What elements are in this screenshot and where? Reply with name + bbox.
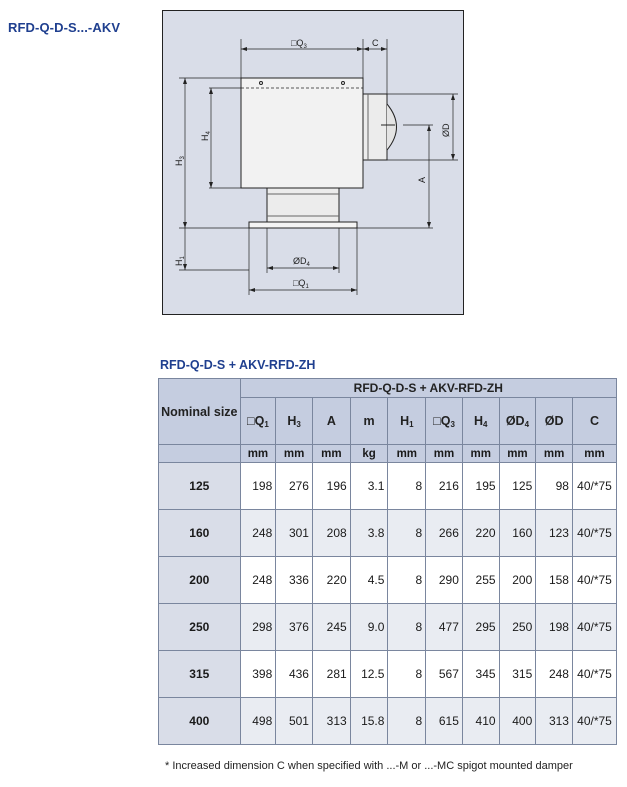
table-cell: 8 <box>388 463 426 510</box>
table-cell: 250 <box>499 604 536 651</box>
page-heading: RFD-Q-D-S...-AKV <box>8 20 121 35</box>
column-header: m <box>350 398 388 445</box>
column-header: $H_4$ <box>462 398 499 445</box>
label-q3: $□Q_3$ <box>291 38 307 50</box>
table-cell: 313 <box>536 698 573 745</box>
table-title: RFD-Q-D-S + AKV-RFD-ZH <box>160 358 316 372</box>
label-h4: $H_4$ <box>200 131 212 141</box>
unit-body <box>241 78 363 188</box>
table-row <box>159 698 617 745</box>
table-cell: 8 <box>388 698 426 745</box>
table-cell: 345 <box>462 651 499 698</box>
unit-cell: mm <box>240 445 276 463</box>
table-cell: 295 <box>462 604 499 651</box>
table-cell: 8 <box>388 604 426 651</box>
unit-cell: mm <box>572 445 616 463</box>
table-cell: 220 <box>462 510 499 557</box>
unit-spacer <box>159 445 241 463</box>
column-header: $H_1$ <box>388 398 426 445</box>
label-q1: $□Q_1$ <box>293 278 309 290</box>
table-cell: 376 <box>276 604 313 651</box>
bottom-spigot <box>267 188 339 222</box>
label-d4: $ØD_4$ <box>293 256 310 268</box>
column-header: $□Q_1$ <box>240 398 276 445</box>
table-cell: 125 <box>499 463 536 510</box>
damper-blade <box>387 104 397 150</box>
nominal-size-cell: 160 <box>159 510 241 557</box>
ceiling-flange <box>249 222 357 228</box>
unit-cell: mm <box>462 445 499 463</box>
table-cell: 501 <box>276 698 313 745</box>
table-cell: 8 <box>388 557 426 604</box>
table-cell: 255 <box>462 557 499 604</box>
table-cell: 313 <box>312 698 350 745</box>
table-cell: 15.8 <box>350 698 388 745</box>
unit-cell: mm <box>312 445 350 463</box>
table-cell: 477 <box>426 604 463 651</box>
table-cell: 410 <box>462 698 499 745</box>
nominal-size-cell: 315 <box>159 651 241 698</box>
column-header: C <box>572 398 616 445</box>
table-cell: 436 <box>276 651 313 698</box>
table-cell: 398 <box>240 651 276 698</box>
table-cell: 208 <box>312 510 350 557</box>
table-cell: 198 <box>240 463 276 510</box>
group-header: RFD-Q-D-S + AKV-RFD-ZH <box>240 379 616 398</box>
table-cell: 400 <box>499 698 536 745</box>
table-cell: 301 <box>276 510 313 557</box>
table-cell: 216 <box>426 463 463 510</box>
table-row <box>159 604 617 651</box>
table-cell: 9.0 <box>350 604 388 651</box>
unit-cell: mm <box>426 445 463 463</box>
column-header: $□Q_3$ <box>426 398 463 445</box>
table-cell: 123 <box>536 510 573 557</box>
table-cell: 40/*75 <box>572 604 616 651</box>
unit-cell: kg <box>350 445 388 463</box>
unit-cell: mm <box>388 445 426 463</box>
dimensions-table <box>158 378 617 745</box>
table-cell: 40/*75 <box>572 698 616 745</box>
table-cell: 8 <box>388 510 426 557</box>
column-header: $H_3$ <box>276 398 313 445</box>
unit-cell: mm <box>536 445 573 463</box>
table-cell: 276 <box>276 463 313 510</box>
unit-cell: mm <box>276 445 313 463</box>
label-h1: $H_1$ <box>174 256 186 266</box>
label-c: C <box>372 38 379 48</box>
column-header: A <box>312 398 350 445</box>
table-cell: 248 <box>240 510 276 557</box>
drawing-svg <box>163 11 463 314</box>
footnote: * Increased dimension C when specified with ...-M or ...-MC spigot mounted damper <box>165 760 573 772</box>
table-cell: 198 <box>536 604 573 651</box>
table-cell: 266 <box>426 510 463 557</box>
table-cell: 196 <box>312 463 350 510</box>
label-d: ØD <box>441 123 451 137</box>
nominal-size-header: Nominal size <box>159 379 241 445</box>
table-cell: 298 <box>240 604 276 651</box>
table-cell: 336 <box>276 557 313 604</box>
nominal-size-cell: 250 <box>159 604 241 651</box>
label-a: A <box>417 176 427 183</box>
column-header: $ØD_4$ <box>499 398 536 445</box>
label-h3: $H_3$ <box>174 156 186 166</box>
table-row <box>159 651 617 698</box>
table-cell: 498 <box>240 698 276 745</box>
column-header: ØD <box>536 398 573 445</box>
table-cell: 40/*75 <box>572 463 616 510</box>
table-cell: 40/*75 <box>572 510 616 557</box>
table-cell: 40/*75 <box>572 651 616 698</box>
table-cell: 220 <box>312 557 350 604</box>
table-cell: 160 <box>499 510 536 557</box>
table-row <box>159 463 617 510</box>
table-cell: 615 <box>426 698 463 745</box>
table-cell: 315 <box>499 651 536 698</box>
table-cell: 195 <box>462 463 499 510</box>
table-cell: 158 <box>536 557 573 604</box>
unit-cell: mm <box>499 445 536 463</box>
nominal-size-cell: 125 <box>159 463 241 510</box>
technical-drawing <box>162 10 464 315</box>
table-cell: 567 <box>426 651 463 698</box>
table-cell: 245 <box>312 604 350 651</box>
table-row <box>159 557 617 604</box>
nominal-size-cell: 400 <box>159 698 241 745</box>
table-cell: 248 <box>536 651 573 698</box>
table-cell: 40/*75 <box>572 557 616 604</box>
table-cell: 3.8 <box>350 510 388 557</box>
side-spigot <box>363 94 387 160</box>
table-row <box>159 510 617 557</box>
table-cell: 281 <box>312 651 350 698</box>
table-cell: 248 <box>240 557 276 604</box>
table-cell: 3.1 <box>350 463 388 510</box>
table-cell: 200 <box>499 557 536 604</box>
table-cell: 4.5 <box>350 557 388 604</box>
table-cell: 98 <box>536 463 573 510</box>
table-cell: 8 <box>388 651 426 698</box>
nominal-size-cell: 200 <box>159 557 241 604</box>
table-cell: 290 <box>426 557 463 604</box>
table-cell: 12.5 <box>350 651 388 698</box>
